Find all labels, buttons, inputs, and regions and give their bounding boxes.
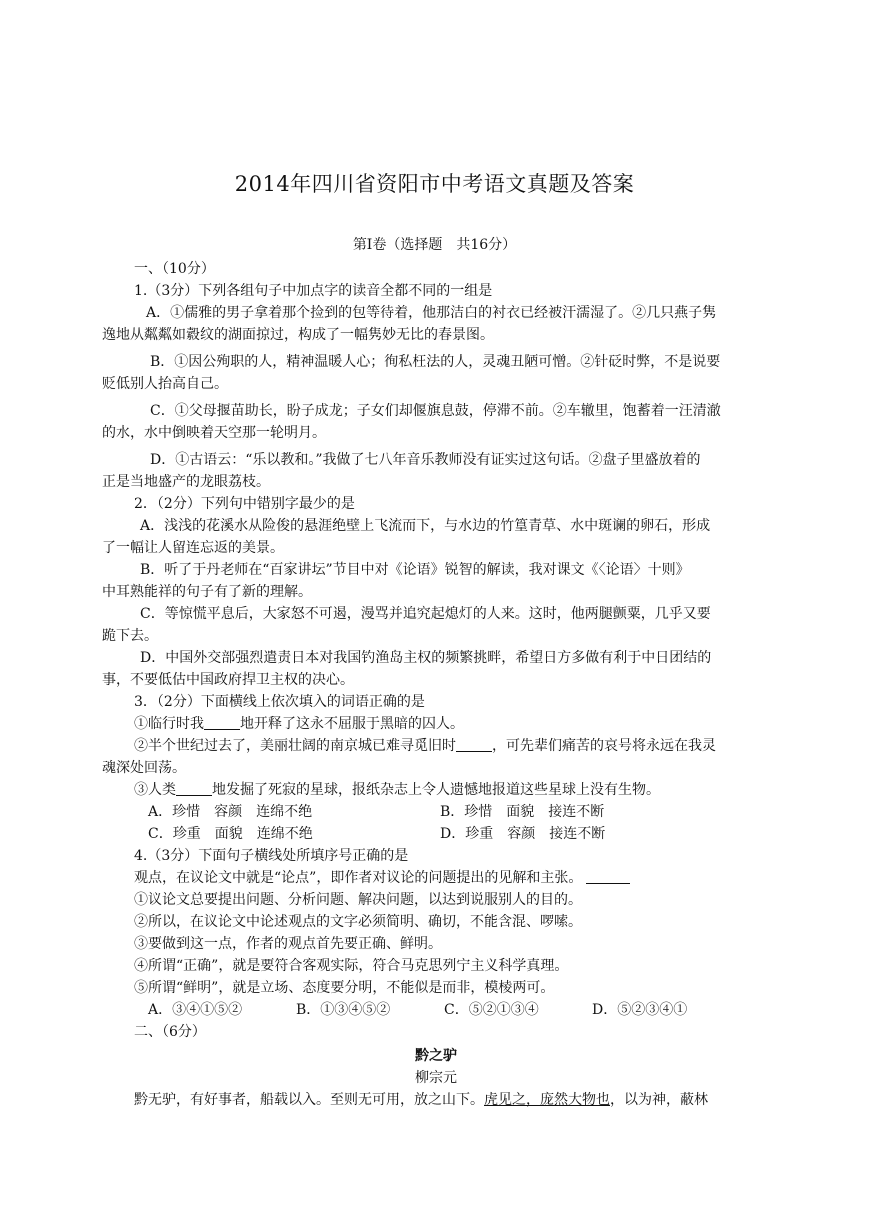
q4-option-c: C．⑤②①③④ — [444, 1002, 539, 1018]
q3-sentence-1: ①临行时我 地开释了这永不屈服于黑暗的囚人。 — [134, 716, 464, 732]
q4-item-3: ③要做到这一点，作者的观点首先要正确、鲜明。 — [134, 936, 442, 952]
passage-author: 柳宗元 — [415, 1070, 457, 1086]
q3-option-c: C．珍重 面貌 连绵不绝 — [148, 826, 313, 842]
q1-option-c: C．①父母揠苗助长，盼子成龙；子女们却偃旗息鼓，停滞不前。②车辙里，饱蓄着一汪清澈 的水，水中倒映着天空那一轮明月。 — [102, 403, 721, 441]
answer-blank — [586, 869, 630, 884]
passage-text: 黔无驴，有好事者，船载以入。至则无可用，放之山下。虎见之，庞然大物也，以为神，蔽林 — [134, 1092, 708, 1108]
answer-blank — [176, 781, 212, 796]
answer-blank — [204, 715, 240, 730]
q4-lead-sentence: 观点，在议论文中就是“论点”，即作者对议论的问题提出的见解和主张。 — [102, 867, 770, 889]
q1-option-a: A．①儒雅的男子拿着那个捡到的包等待着，他那洁白的衬衣已经被汗濡湿了。②几只燕子隽 逸地从粼粼如縠纹的湖面掠过，构成了一幅隽妙无比的春景图。 — [102, 305, 717, 343]
q2-option-a: A．浅浅的花溪水从险俊的悬涯绝壁上飞流而下，与水边的竹篁青草、水中斑谰的卵石，形成 了一幅让人留连忘返的美景。 — [102, 518, 711, 556]
q3-sentence-3: ③人类 地发掘了死寂的星球，报纸杂志上令人遗憾地报道这些星球上没有生物。 — [134, 782, 660, 798]
section-2-heading: 二、（6分） — [134, 1024, 206, 1040]
q3-option-b: B．珍惜 面貌 接连不断 — [440, 804, 605, 820]
q4-options — [102, 999, 770, 1021]
q1-option-b: B．①因公殉职的人，精神温暖人心；徇私枉法的人，灵魂丑陋可憎。②针砭时弊，不是说要 贬低别人抬高自己。 — [102, 354, 721, 392]
q4-option-a: A．③④①⑤② — [148, 1002, 243, 1018]
question-2: 2．（2分）下列句中错别字最少的是 — [134, 496, 355, 512]
q2-option-b: B．听了于丹老师在“百家讲坛”节目中对《论语》锐智的解读，我对课文《〈论语〉十则》 中耳熟能祥的句子有了新的理解。 — [102, 562, 690, 600]
q2-option-d: D．中国外交部强烈遣责日本对我国钓渔岛主权的频繁挑畔，希望日方多做有利于中日团结的 事，不要低估中国政府捍卫主权的决心。 — [102, 650, 712, 688]
q4-item-5: ⑤所谓“鲜明”，就是立场、态度要分明，不能似是而非，模棱两可。 — [134, 980, 555, 996]
q3-option-a: A．珍惜 容颜 连绵不绝 — [148, 804, 313, 820]
document-title: 2014年四川省资阳市中考语文真题及答案 — [234, 172, 635, 196]
q2-option-c: C．等惊慌平息后，大家怒不可遏，漫骂并追究起熄灯的人来。这时，他两腿颤粟，几乎又要 跪下去。 — [102, 606, 711, 644]
underlined-phrase: 虎见之，庞然大物也 — [484, 1092, 610, 1108]
question-1: 1.（3分）下列各组句子中加点字的读音全都不同的一组是 — [134, 283, 493, 299]
q3-options — [102, 801, 770, 845]
question-4: 4.（3分）下面句子横线处所填序号正确的是 — [134, 848, 409, 864]
q4-option-d: D．⑤②③④① — [592, 1002, 688, 1018]
q3-option-d: D．珍重 容颜 接连不断 — [440, 826, 606, 842]
passage-title: 黔之驴 — [415, 1048, 457, 1064]
section-1-heading: 一、（10分） — [134, 261, 215, 277]
exam-body — [102, 258, 770, 1111]
q1-option-d: D．①古语云：“乐以教和。”我做了七八年音乐教师没有证实过这句话。②盘子里盛放着的 正是当地盛产的龙眼荔枝。 — [102, 452, 701, 490]
q4-item-2: ②所以，在议论文中论述观点的文字必须简明、确切，不能含混、啰嗦。 — [134, 914, 582, 930]
q3-sentence-2: ②半个世纪过去了，美丽壮阔的南京城已难寻觅旧时 ，可先辈们痛苦的哀号将永远在我灵 魂深处回荡。 — [102, 738, 716, 776]
question-3: 3．（2分）下面横线上依次填入的词语正确的是 — [134, 694, 425, 710]
q4-item-4: ④所谓“正确”，就是要符合客观实际，符合马克思列宁主义科学真理。 — [134, 958, 569, 974]
q4-option-b: B．①③④⑤② — [296, 1002, 391, 1018]
q4-item-1: ①议论文总要提出问题、分析问题、解决问题，以达到说服别人的目的。 — [134, 892, 582, 908]
answer-blank — [456, 737, 492, 752]
part1-heading: 第Ⅰ卷（选择题 共16分） — [352, 237, 517, 253]
